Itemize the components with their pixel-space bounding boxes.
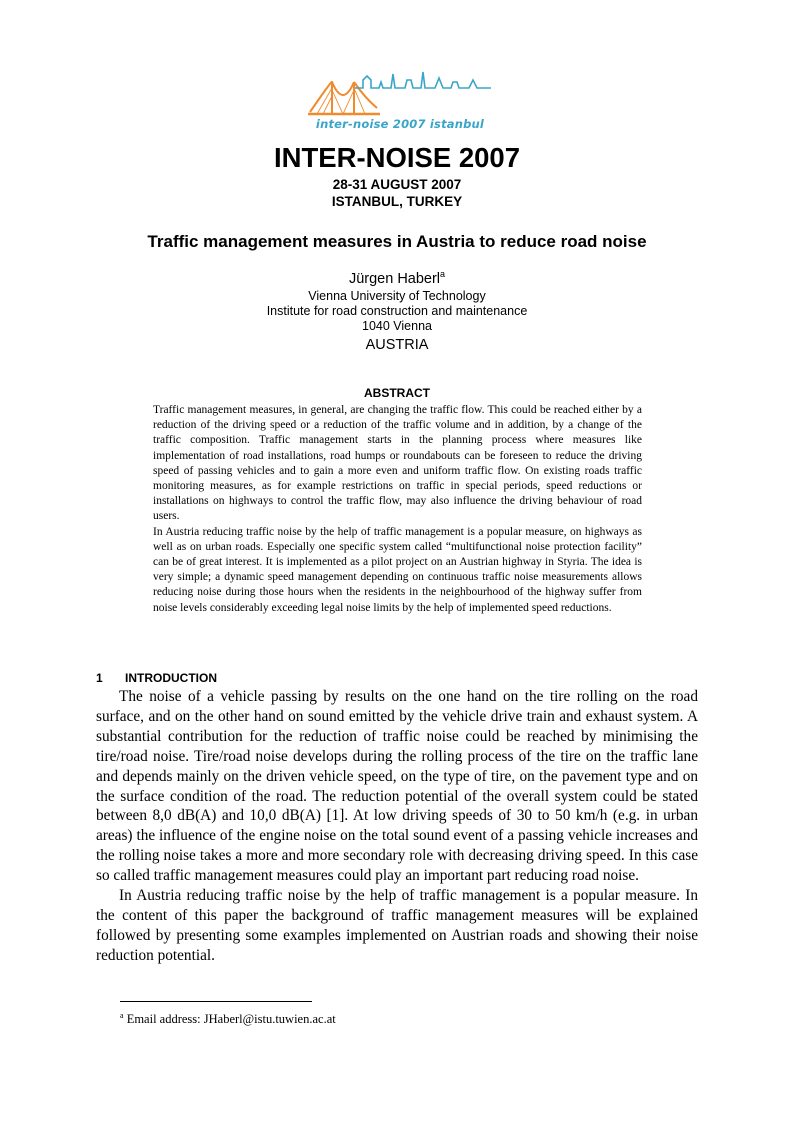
- logo-text: inter-noise 2007 istanbul: [315, 117, 485, 131]
- conference-location: ISTANBUL, TURKEY: [331, 194, 463, 209]
- conference-dates: 28-31 AUGUST 2007: [332, 177, 462, 192]
- author-text: Jürgen Haberl: [348, 271, 441, 287]
- footnote-mark: a: [120, 1010, 124, 1020]
- abstract-body: [153, 403, 642, 616]
- author-name: [0, 270, 794, 288]
- footnote: [120, 1012, 336, 1027]
- abstract-heading: ABSTRACT: [364, 386, 430, 400]
- section-body: [96, 687, 698, 966]
- bridge-icon: [308, 82, 380, 114]
- body-paragraph: The noise of a vehicle passing by results on the one hand on the tire rolling on the road surface, and on the other hand on sound emitted by the vehicle drive train and exhaust system. A substantial contribution for the reduction of traffic noise could be reached by minimising the tire/road noise. Tire/road noise develops during the rolling process of the tire on the traffic lane and depends mainly on the driven vehicle speed, on the type of tire, on the pavement type and on the surface condition of the road. The reduction potential of the overall system could be stated between 8,0 dB(A) and 10,0 dB(A) [1]. At low driving speeds of 30 to 50 km/h (e.g. in urban areas) the influence of the engine noise on the total sound event of a passing vehicle increases and the rolling noise takes a more and more secondary role with decreasing driving speed. In this case so called traffic management measures could play an important part reducing road noise.: [96, 688, 698, 885]
- section-title: INTRODUCTION: [125, 671, 217, 685]
- conference-title: INTER-NOISE 2007: [273, 142, 521, 173]
- section-heading: [96, 671, 217, 686]
- abstract-paragraph: Traffic management measures, in general, are changing the traffic flow. This could be reached either by a reduction of the driving speed or a reduction of the traffic volume and in addition, by a change of the traffic composition. Traffic management starts in the planning process where measures like implementation of road installations, road humps or roundabouts can be foreseen to reduce the driving speed of passing vehicles and to gain a more even and uniform traffic flow. On existing roads traffic monitoring measures, as for example restrictions on traffic in special periods, speed reductions or installations on highways to control the traffic flow, may also influence the driving behaviour of road users.: [153, 404, 642, 523]
- footnote-divider: [120, 1001, 312, 1002]
- affiliation-institute: Institute for road construction and maintenance: [266, 304, 528, 318]
- skyline-icon: [355, 72, 491, 88]
- affiliation-country: AUSTRIA: [365, 337, 429, 353]
- affiliation-university: Vienna University of Technology: [308, 289, 486, 303]
- affiliation-city: 1040 Vienna: [362, 319, 432, 333]
- footnote-text: Email address: JHaberl@istu.tuwien.ac.at: [123, 1012, 336, 1026]
- section-number: 1: [96, 671, 103, 685]
- abstract-paragraph: In Austria reducing traffic noise by the help of traffic management is a popular measure, on highways as well as on urban roads. Especially one specific system called “multifunctional noise protection facility” can be of great interest. It is implemented as a pilot project on an Austrian highway in Styria. The idea is very simple; a dynamic speed management depending on continuous traffic noise measurements allows reducing noise during those hours when the residents in the neighbourhood of the highway suffer from noise levels considerably exceeding legal noise limits by the help of implemented speed reductions.: [153, 525, 642, 614]
- author-footnote-mark: a: [440, 269, 446, 280]
- paper-title: Traffic management measures in Austria to reduce road noise: [147, 232, 647, 251]
- body-paragraph: In Austria reducing traffic noise by the help of traffic management is a popular measure. In the content of this paper the background of traffic management measures will be explained followed by presenting some examples implemented on Austrian roads and showing their noise reduction potential.: [96, 887, 698, 964]
